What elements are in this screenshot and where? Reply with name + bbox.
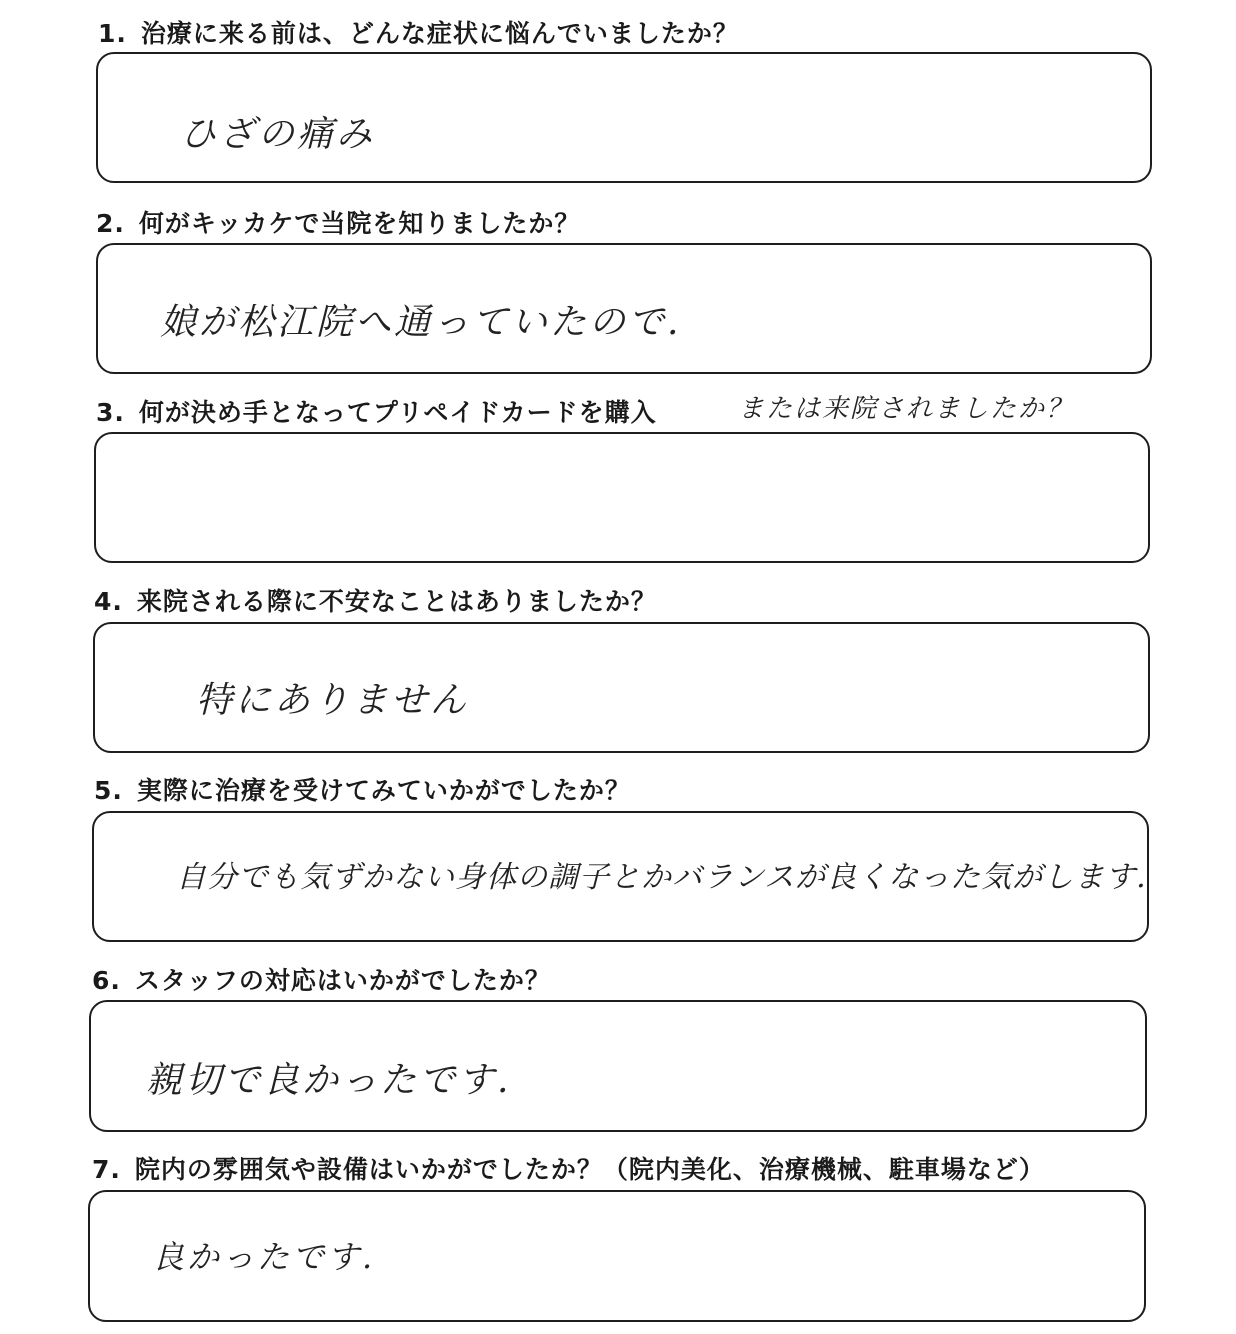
question-number: 2.: [96, 209, 125, 238]
question-number: 7.: [92, 1155, 121, 1184]
question-7-label: [92, 1150, 1045, 1186]
question-4-label: [94, 582, 657, 618]
question-6-label: [92, 961, 551, 997]
answer-5-handwriting: 自分でも気ずかない身体の調子とかバランスが良くなった気がします.: [176, 860, 1147, 895]
answer-1-handwriting: ひざの痛み: [180, 114, 376, 155]
answer-7-handwriting: 良かったです.: [152, 1238, 376, 1276]
question-text: 院内の雰囲気や設備はいかがでしたか？（院内美化、治療機械、駐車場など）: [134, 1155, 1045, 1184]
question-text: 実際に治療を受けてみていかがでしたか？: [136, 776, 631, 805]
question-text: スタッフの対応はいかがでしたか？: [134, 966, 551, 995]
question-5-label: [94, 771, 631, 807]
question-1-label: [98, 14, 739, 50]
question-number: 5.: [94, 776, 123, 805]
answer-2-handwriting: 娘が松江院へ通っていたので.: [160, 302, 682, 343]
question-3-label: [96, 393, 657, 429]
answer-4-handwriting: 特にありません: [196, 680, 470, 721]
question-text: 治療に来る前は、どんな症状に悩んでいましたか？: [140, 19, 739, 48]
question-text: 何がキッカケで当院を知りましたか？: [138, 209, 581, 238]
question-text: 何が決め手となってプリペイドカードを購入: [138, 398, 657, 427]
answer-6-handwriting: 親切で良かったです.: [146, 1060, 512, 1101]
question-text: 来院される際に不安なことはありましたか？: [136, 587, 657, 616]
question-number: 6.: [92, 966, 121, 995]
question-number: 1.: [98, 19, 127, 48]
answer-box-3: [94, 432, 1150, 563]
question-number: 4.: [94, 587, 123, 616]
question-2-label: [96, 204, 580, 240]
question-3-handwritten-annotation: または来院されましたか？: [738, 394, 1075, 424]
question-number: 3.: [96, 398, 125, 427]
